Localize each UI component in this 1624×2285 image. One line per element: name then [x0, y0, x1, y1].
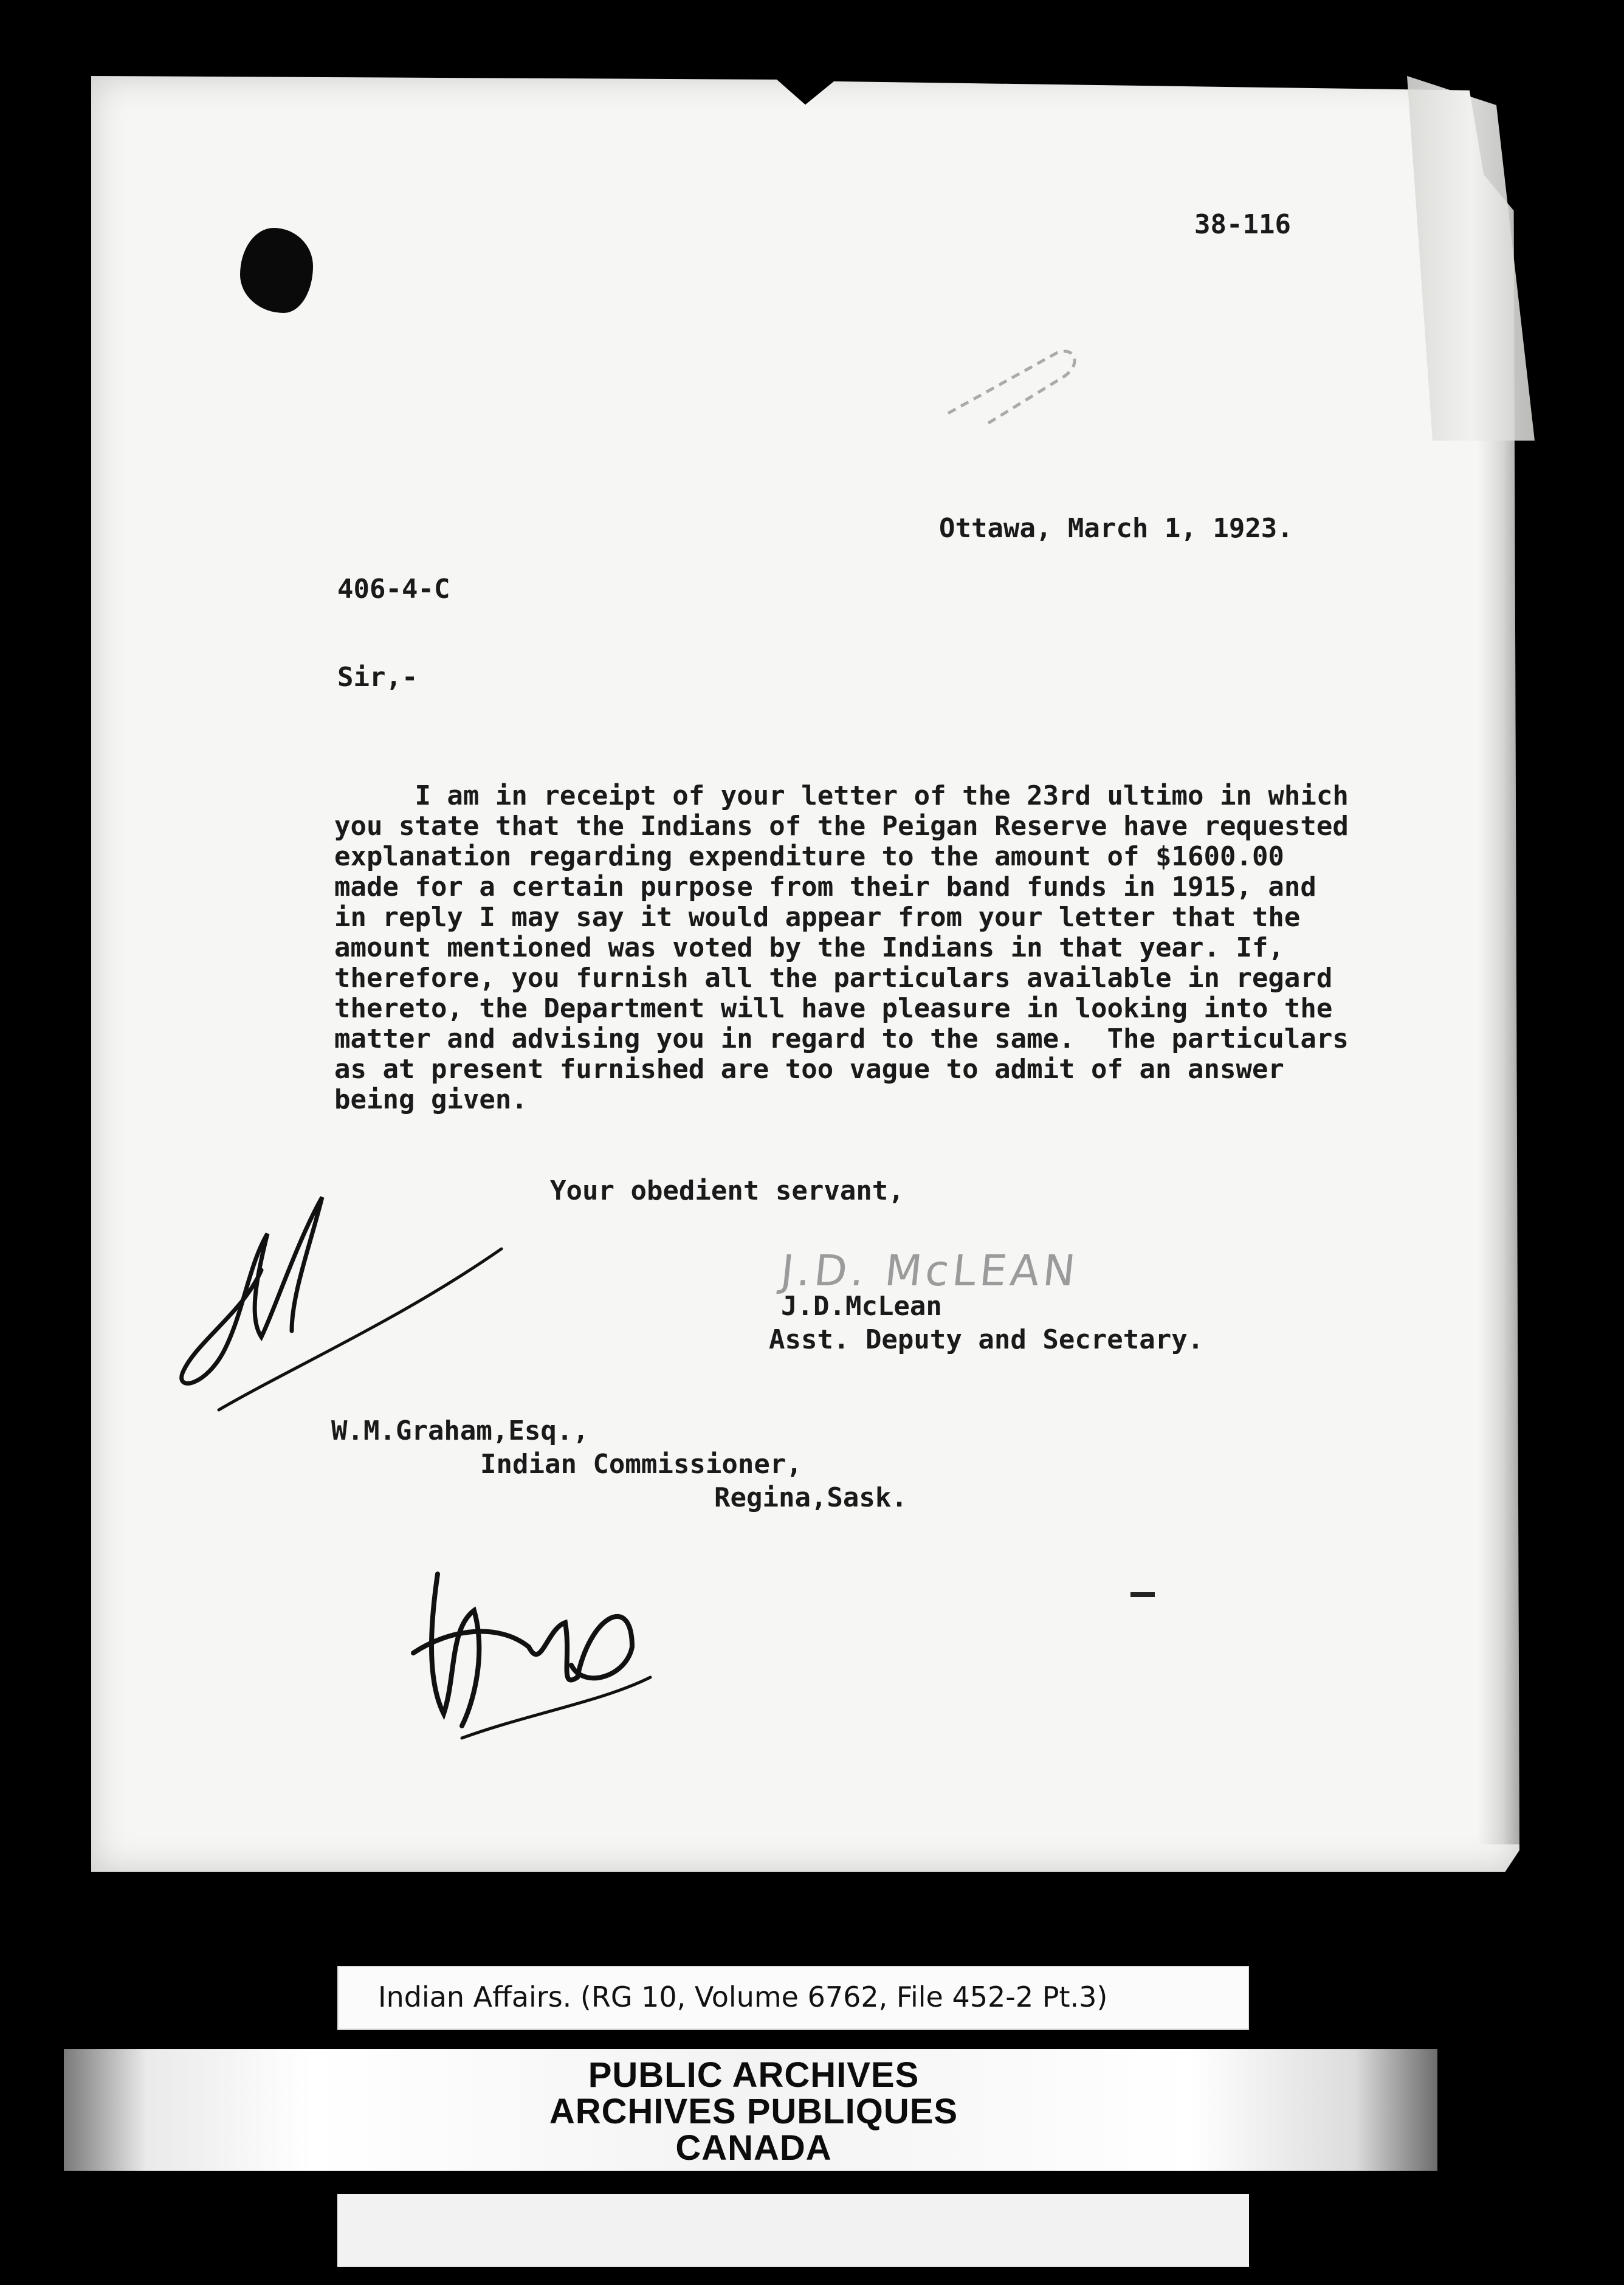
letter-date: Ottawa, March 1, 1923.	[939, 513, 1293, 544]
body-line: thereto, the Department will have pleasure in looking into the	[334, 993, 1333, 1024]
addressee-name: W.M.Graham,Esq.,	[331, 1415, 589, 1446]
body-line: as at present furnished are too vague to admit of an answer	[334, 1054, 1284, 1085]
handwritten-initials-signature	[170, 1191, 511, 1428]
archives-label-line: CANADA	[675, 2128, 832, 2168]
body-line: made for a certain purpose from their band funds in 1915, and	[334, 871, 1316, 902]
archive-reference: Indian Affairs. (RG 10, Volume 6762, File 452-2 Pt.3)	[378, 1981, 1108, 2013]
signatory-title: Asst. Deputy and Secretary.	[769, 1324, 1204, 1355]
body-line: in reply I may say it would appear from your letter that the	[334, 902, 1301, 933]
addressee-title: Indian Commissioner,	[480, 1449, 802, 1480]
body-line: being given.	[334, 1084, 528, 1115]
body-line: explanation regarding expenditure to the amount of $1600.00	[334, 841, 1284, 872]
addressee-location: Regina,Sask.	[714, 1482, 907, 1513]
department-reference: 406-4-C	[337, 574, 450, 605]
pencil-mark	[936, 340, 1094, 431]
letter-body	[334, 781, 1349, 1115]
body-line: therefore, you furnish all the particulars available in regard	[334, 963, 1333, 994]
body-line: I am in receipt of your letter of the 23rd ultimo in which	[334, 780, 1349, 811]
archives-label-line: ARCHIVES PUBLIQUES	[549, 2092, 958, 2131]
bottom-strip	[337, 2194, 1249, 2267]
ink-blot	[240, 228, 313, 313]
ink-dash	[1130, 1592, 1155, 1597]
body-line: amount mentioned was voted by the Indians in that year. If,	[334, 932, 1284, 963]
salutation: Sir,-	[337, 662, 418, 693]
file-reference-number: 38-116	[1194, 209, 1291, 240]
signatory-name: J.D.McLean	[781, 1291, 942, 1322]
body-line: you state that the Indians of the Peigan Reserve have requested	[334, 811, 1349, 842]
signature-stamp: J.D. McLEAN	[778, 1246, 1081, 1296]
complimentary-close: Your obedient servant,	[550, 1175, 904, 1206]
body-line: matter and advising you in regard to the same. The particulars	[334, 1023, 1349, 1054]
archive-reference-strip	[337, 1966, 1249, 2030]
handwritten-initials-lower	[389, 1556, 669, 1744]
archives-label	[529, 2057, 979, 2166]
archives-label-line: PUBLIC ARCHIVES	[588, 2055, 920, 2095]
